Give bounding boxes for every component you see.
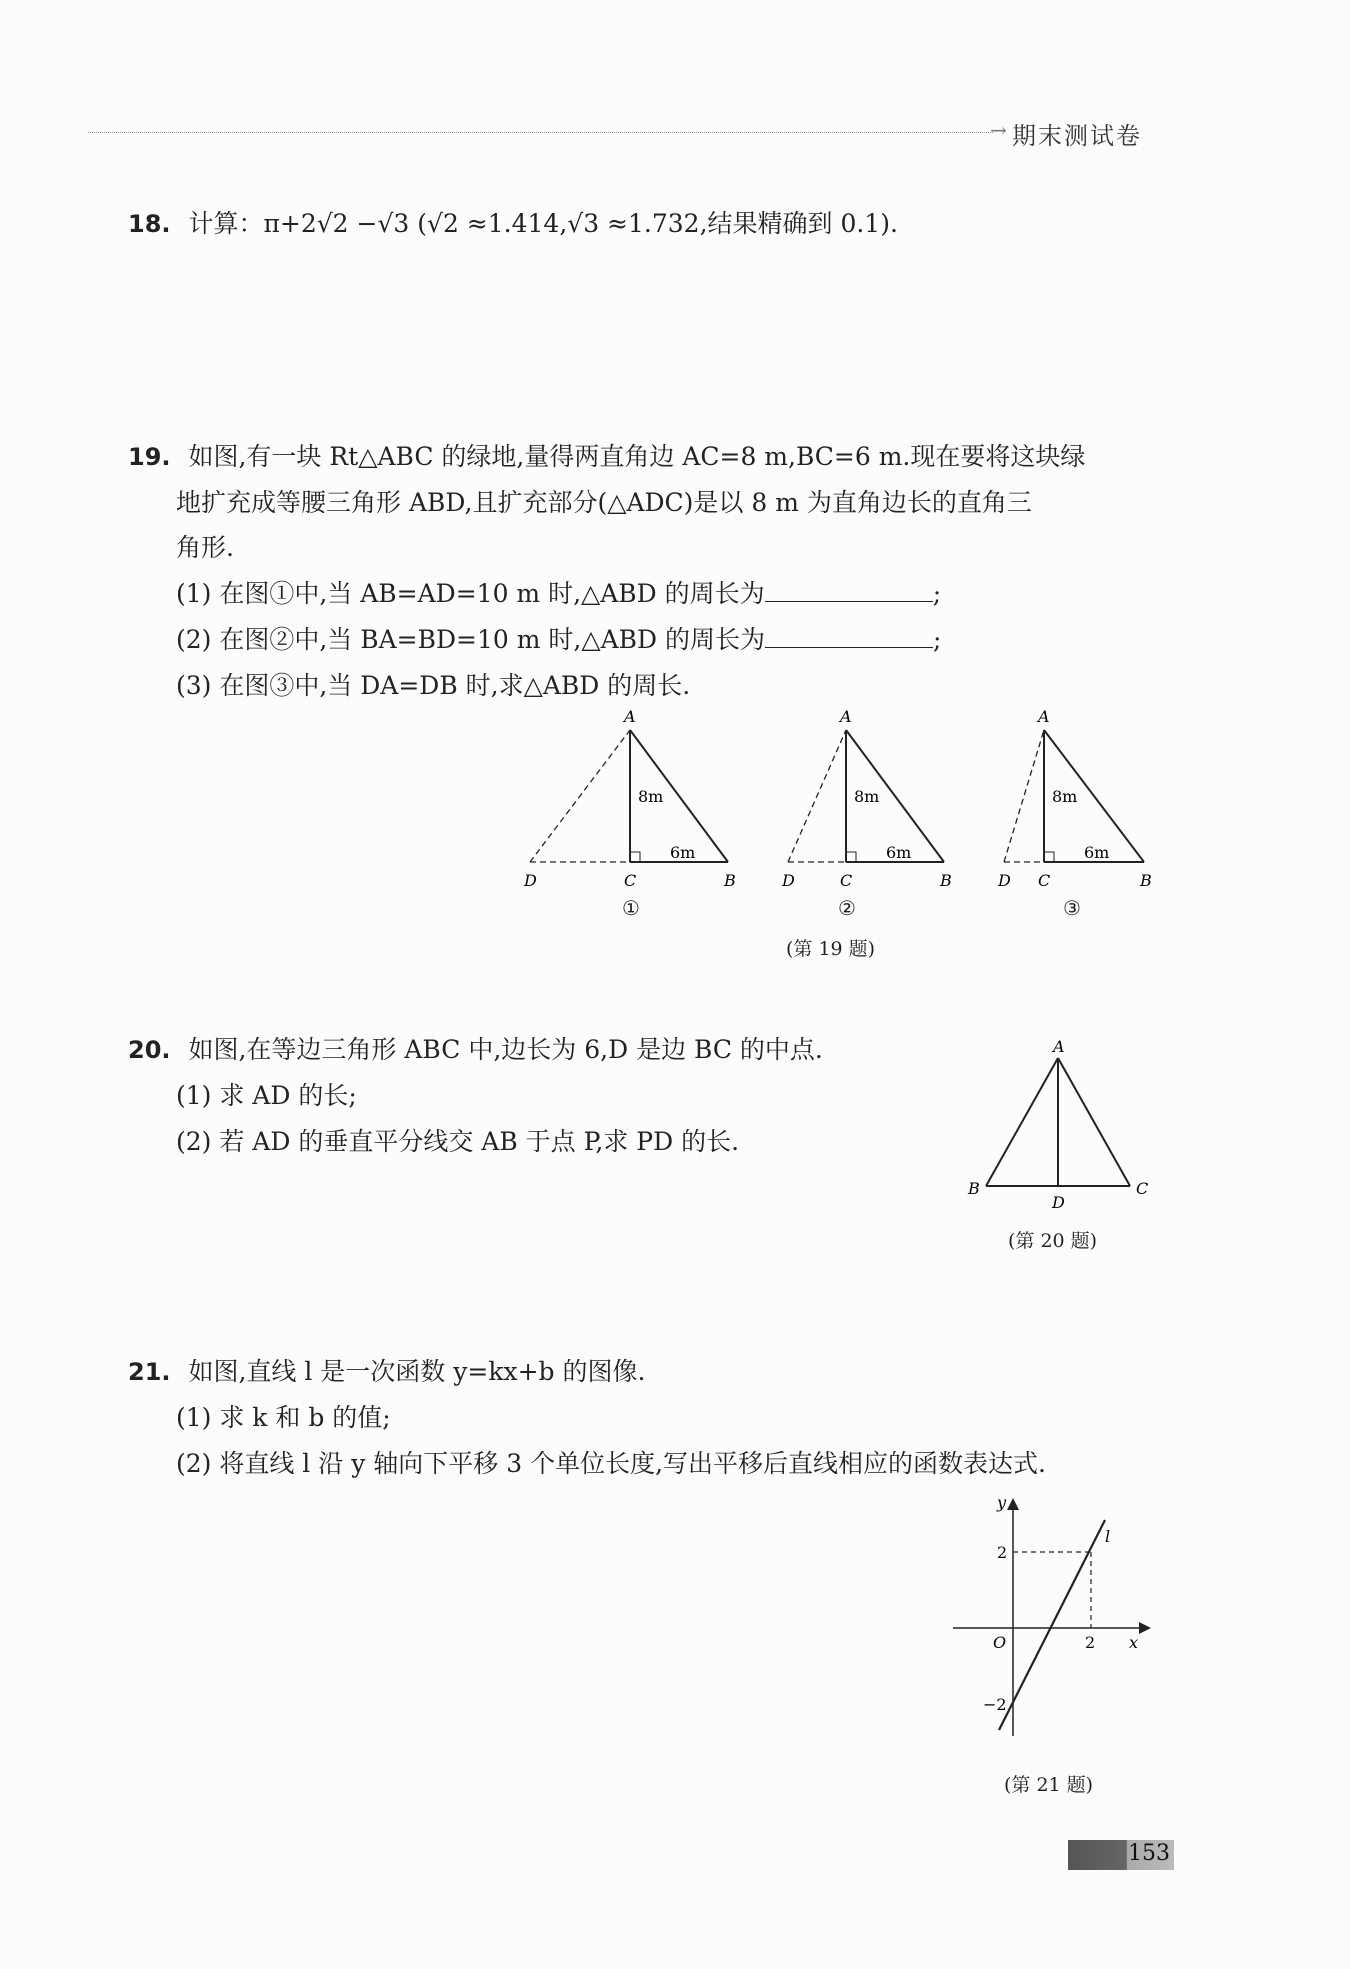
label-d: D — [998, 871, 1011, 890]
label-c: C — [1038, 871, 1051, 890]
figure-19-1-label: ① — [622, 896, 640, 920]
question-21-sub-2: (2) 将直线 l 沿 y 轴向下平移 3 个单位长度,写出平移后直线相应的函数表达式. — [176, 1449, 1046, 1478]
sub-question-text: (1) 在图①中,当 AB=AD=10 m 时,△ABD 的周长为 — [176, 579, 765, 608]
question-number: 19. — [128, 443, 171, 471]
figure-19-2 — [781, 707, 952, 890]
question-20-sub-2: (2) 若 AD 的垂直平分线交 AB 于点 P,求 PD 的长. — [176, 1127, 740, 1156]
question-text: 如图,在等边三角形 ABC 中,边长为 6,D 是边 BC 的中点. — [188, 1035, 823, 1064]
side-ac-label: 8m — [1052, 787, 1078, 806]
tick-y-2: 2 — [997, 1543, 1008, 1562]
side-bc-label: 6m — [1084, 843, 1110, 862]
question-19-line-1 — [128, 437, 1085, 473]
figure-19-2-label: ② — [838, 896, 856, 920]
side-bc-label: 6m — [670, 843, 696, 862]
label-b: B — [1140, 871, 1152, 890]
question-19-line-3: 角形. — [176, 533, 234, 562]
label-d: D — [782, 871, 795, 890]
label-a: A — [624, 707, 636, 726]
question-21 — [128, 1352, 645, 1388]
label-c: C — [1136, 1179, 1149, 1198]
semicolon: ; — [933, 625, 942, 654]
figure-21-caption: (第 21 题) — [1004, 1774, 1094, 1796]
label-a: A — [840, 707, 852, 726]
label-a: A — [1053, 1038, 1065, 1056]
answer-blank[interactable] — [765, 625, 933, 648]
question-18 — [128, 204, 898, 240]
question-21-sub-1: (1) 求 k 和 b 的值; — [176, 1403, 391, 1432]
question-text: 如图,直线 l 是一次函数 y=kx+b 的图像. — [188, 1357, 646, 1386]
label-b: B — [940, 871, 952, 890]
page-number: 153 — [1128, 1841, 1170, 1866]
figure-19-3 — [997, 707, 1152, 890]
header-rule — [88, 132, 993, 133]
running-header: 期末测试卷 — [1012, 122, 1142, 150]
question-number: 21. — [128, 1358, 171, 1386]
label-o: O — [993, 1633, 1007, 1652]
figure-19 — [510, 700, 1190, 900]
question-19-sub-2 — [176, 620, 941, 656]
tick-x-2: 2 — [1085, 1633, 1096, 1652]
header-arrow-icon: → — [990, 118, 1007, 142]
side-ac-label: 8m — [854, 787, 880, 806]
question-20 — [128, 1030, 823, 1066]
question-number: 20. — [128, 1036, 171, 1064]
question-19-sub-3: (3) 在图③中,当 DA=DB 时,求△ABD 的周长. — [176, 671, 691, 700]
side-ac-label: 8m — [638, 787, 664, 806]
label-d: D — [524, 871, 537, 890]
question-20-sub-1: (1) 求 AD 的长; — [176, 1081, 357, 1110]
label-a: A — [1038, 707, 1050, 726]
question-text: 如图,有一块 Rt△ABC 的绿地,量得两直角边 AC=8 m,BC=6 m.现在要将这块绿 — [188, 442, 1086, 471]
question-19-sub-1 — [176, 574, 941, 610]
question-19-line-2: 地扩充成等腰三角形 ABD,且扩充部分(△ADC)是以 8 m 为直角边长的直角三 — [176, 488, 1032, 517]
figure-19-3-label: ③ — [1063, 896, 1081, 920]
label-y: y — [997, 1493, 1007, 1512]
label-b: B — [968, 1179, 980, 1198]
label-c: C — [840, 871, 853, 890]
label-c: C — [624, 871, 637, 890]
figure-20-caption: (第 20 题) — [1008, 1230, 1098, 1252]
figure-20 — [960, 1038, 1170, 1218]
label-b: B — [724, 871, 736, 890]
question-text: 计算：π+2√2 −√3 (√2 ≈1.414,√3 ≈1.732,结果精确到 0.1). — [188, 209, 898, 238]
answer-blank[interactable] — [765, 579, 933, 602]
sub-question-text: (2) 在图②中,当 BA=BD=10 m 时,△ABD 的周长为 — [176, 625, 765, 654]
semicolon: ; — [932, 579, 942, 608]
tick-y-neg2: −2 — [983, 1695, 1007, 1714]
label-l: l — [1105, 1527, 1111, 1546]
figure-19-caption: (第 19 题) — [786, 938, 876, 960]
figure-21 — [945, 1490, 1165, 1740]
label-d: D — [1052, 1193, 1065, 1212]
label-x: x — [1129, 1633, 1139, 1652]
question-number: 18. — [128, 210, 171, 238]
figure-19-1 — [523, 707, 736, 890]
side-bc-label: 6m — [886, 843, 912, 862]
